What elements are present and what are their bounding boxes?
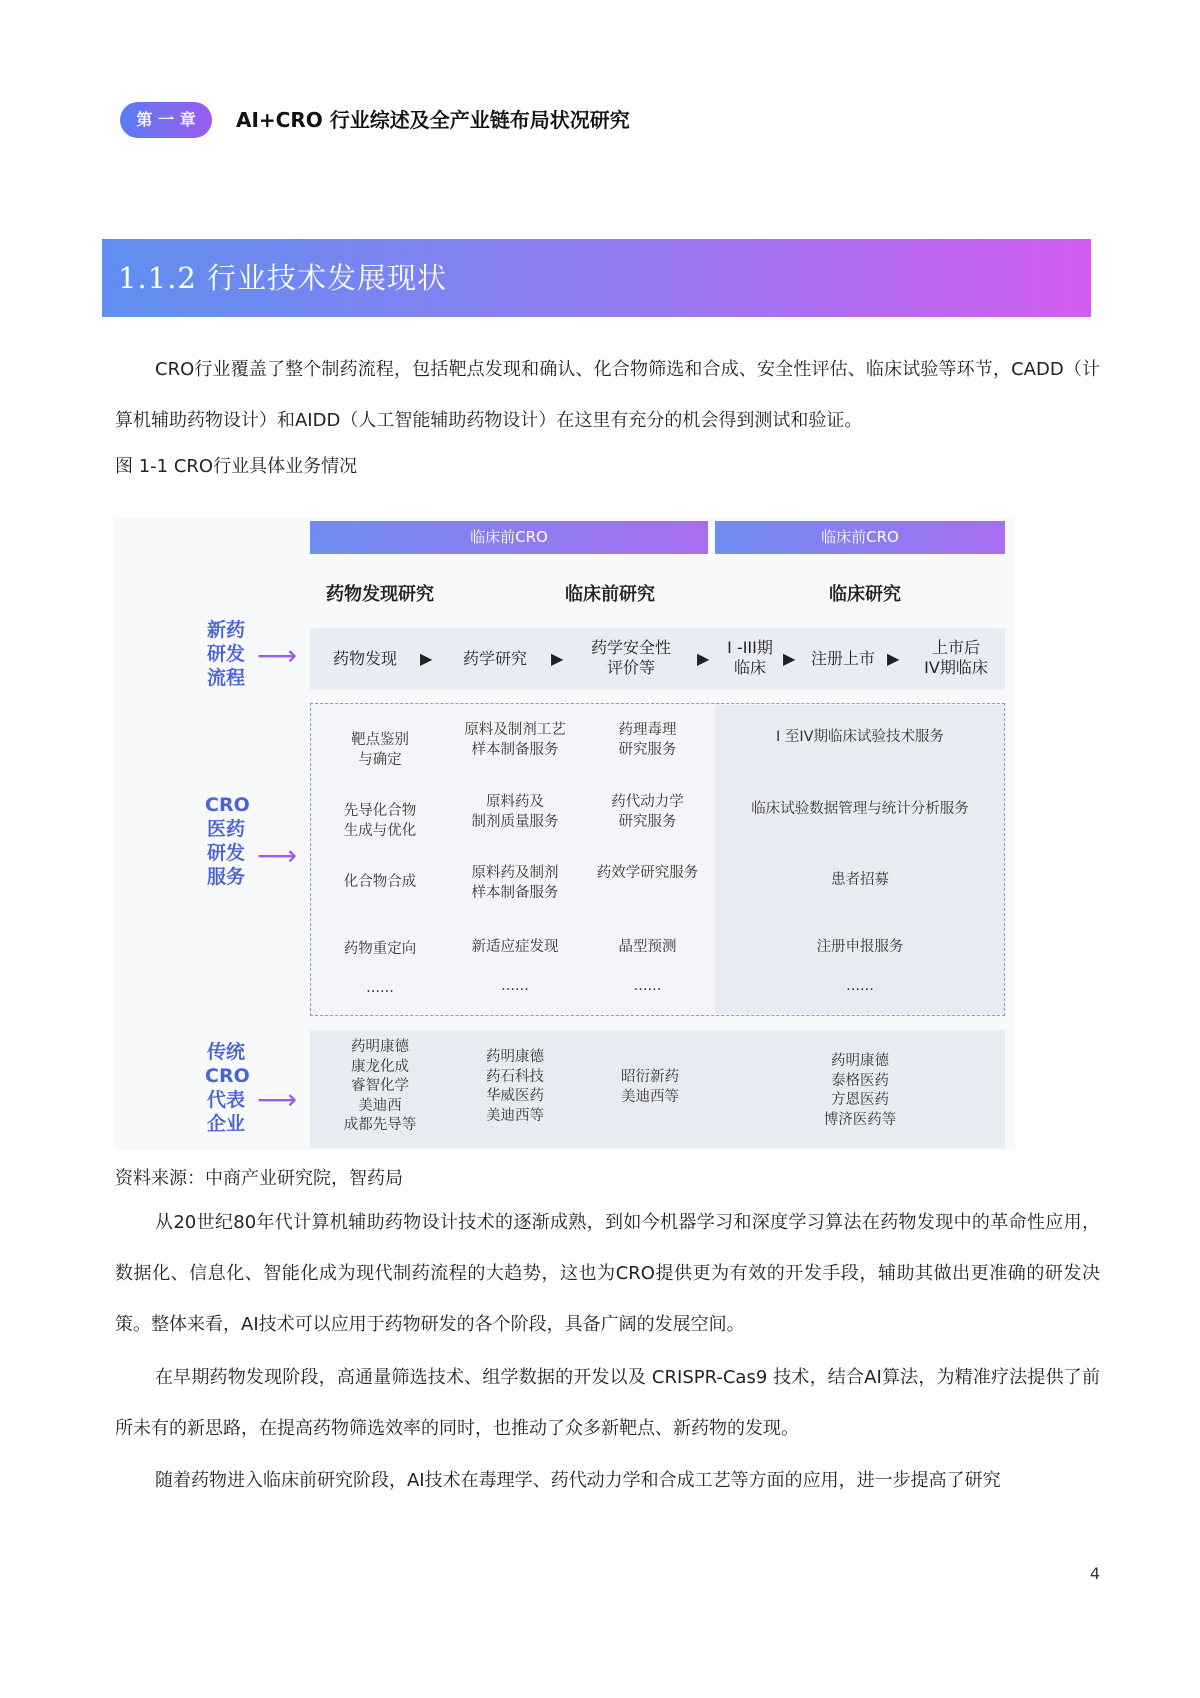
service-cell: ......	[846, 978, 874, 994]
service-cell: I 至IV期临床试验技术服务	[775, 729, 945, 745]
stage-drug-discovery: 药物发现研究	[326, 584, 434, 605]
service-cell: ......	[633, 978, 662, 994]
triangle-right-icon: ▶	[551, 649, 564, 668]
company-list: 昭衍新药 美迪西等	[621, 1069, 679, 1105]
section-title: 1.1.2 行业技术发展现状	[102, 239, 1091, 317]
service-cell: 药物重定向	[343, 941, 417, 957]
service-cell: 靶点鉴别 与确定	[351, 732, 409, 768]
figure-caption: 图 1-1 CRO行业具体业务情况	[115, 456, 358, 477]
service-cell: 化合物合成	[343, 874, 417, 890]
chapter-badge: 第 一 章	[120, 102, 212, 138]
body-paragraph: 随着药物进入临床前研究阶段，AI技术在毒理学、药代动力学和合成工艺等方面的应用，进一步提高了研究	[155, 1470, 1001, 1491]
row-label-services: CRO 医药 研发 服务	[205, 794, 250, 888]
flow-step: 注册上市	[810, 649, 875, 668]
flow-step: 药学安全性 评价等	[590, 638, 671, 677]
triangle-right-icon: ▶	[697, 649, 710, 668]
company-list: 药明康德 康龙化成 睿智化学 美迪西 成都先导等	[343, 1039, 417, 1133]
triangle-right-icon: ▶	[783, 649, 796, 668]
service-cell: 临床试验数据管理与统计分析服务	[751, 801, 969, 817]
intro-paragraph: CRO行业覆盖了整个制药流程，包括靶点发现和确认、化合物筛选和合成、安全性评估、临床试验等环节，CADD（计算机辅助药物设计）和AIDD（人工智能辅助药物设计）在这里有充分的机会得到测试和验证。	[115, 359, 1100, 431]
flow-step: 药学研究	[462, 649, 527, 668]
arrow-right-icon: ⟶	[257, 639, 298, 672]
service-cell: ......	[366, 980, 394, 996]
service-cell: ......	[501, 978, 529, 994]
service-cell: 药理毒理 研究服务	[618, 722, 677, 758]
service-cell: 原料及制剂工艺 样本制备服务	[464, 722, 566, 758]
service-cell: 原料药及制剂 样本制备服务	[471, 865, 559, 901]
triangle-right-icon: ▶	[887, 649, 900, 668]
chapter-title: AI+CRO 行业综述及全产业链布局状况研究	[236, 108, 630, 132]
source-note: 资料来源：中商产业研究院，智药局	[115, 1168, 403, 1189]
service-cell: 晶型预测	[618, 939, 677, 955]
stage-preclinical: 临床前研究	[565, 584, 655, 605]
stage-clinical: 临床研究	[829, 584, 901, 605]
row-label-process: 新药 研发 流程	[206, 619, 245, 689]
arrow-right-icon: ⟶	[257, 839, 298, 872]
header-preclinical-cro-right: 临床前CRO	[715, 521, 1005, 554]
service-cell: 药代动力学 研究服务	[611, 794, 684, 830]
flow-step: I -III期 临床	[727, 638, 773, 677]
flow-step: 上市后 IV期临床	[924, 638, 988, 677]
service-cell: 药效学研究服务	[596, 865, 699, 881]
triangle-right-icon: ▶	[420, 649, 433, 668]
header-preclinical-cro-left: 临床前CRO	[310, 521, 708, 554]
company-list: 药明康德 泰格医药 方恩医药 博济医药等	[823, 1053, 897, 1128]
body-paragraph: 从20世纪80年代计算机辅助药物设计技术的逐渐成熟，到如今机器学习和深度学习算法在药物发现中的革命性应用，数据化、信息化、智能化成为现代制药流程的大趋势，这也为CRO提供更为有效的开发手段，辅助其做出更准确的研发决策。整体来看，AI技术可以应用于药物研发的各个阶段，具备广阔的发展空间。	[115, 1212, 1100, 1335]
service-cell: 患者招募	[831, 872, 889, 888]
company-list: 药明康德 药石科技 华威医药 美迪西等	[486, 1049, 544, 1124]
flow-step: 药物发现	[332, 649, 397, 668]
row-label-companies: 传统 CRO 代表 企业	[205, 1041, 250, 1135]
service-cell: 注册申报服务	[816, 939, 904, 955]
body-paragraph: 在早期药物发现阶段，高通量筛选技术、组学数据的开发以及 CRISPR-Cas9 技术，结合AI算法，为精准疗法提供了前所未有的新思路，在提高药物筛选效率的同时，也推动了众多新靶点、新药物的发现。	[115, 1367, 1100, 1439]
service-cell: 原料药及 制剂质量服务	[471, 794, 559, 830]
clinical-services-column	[715, 705, 1004, 1014]
arrow-right-icon: ⟶	[257, 1083, 298, 1116]
page-number: 4	[1089, 1564, 1100, 1583]
service-cell: 新适应症发现	[471, 939, 559, 955]
cro-business-diagram	[115, 518, 1015, 1150]
service-cell: 先导化合物 生成与优化	[343, 803, 417, 839]
